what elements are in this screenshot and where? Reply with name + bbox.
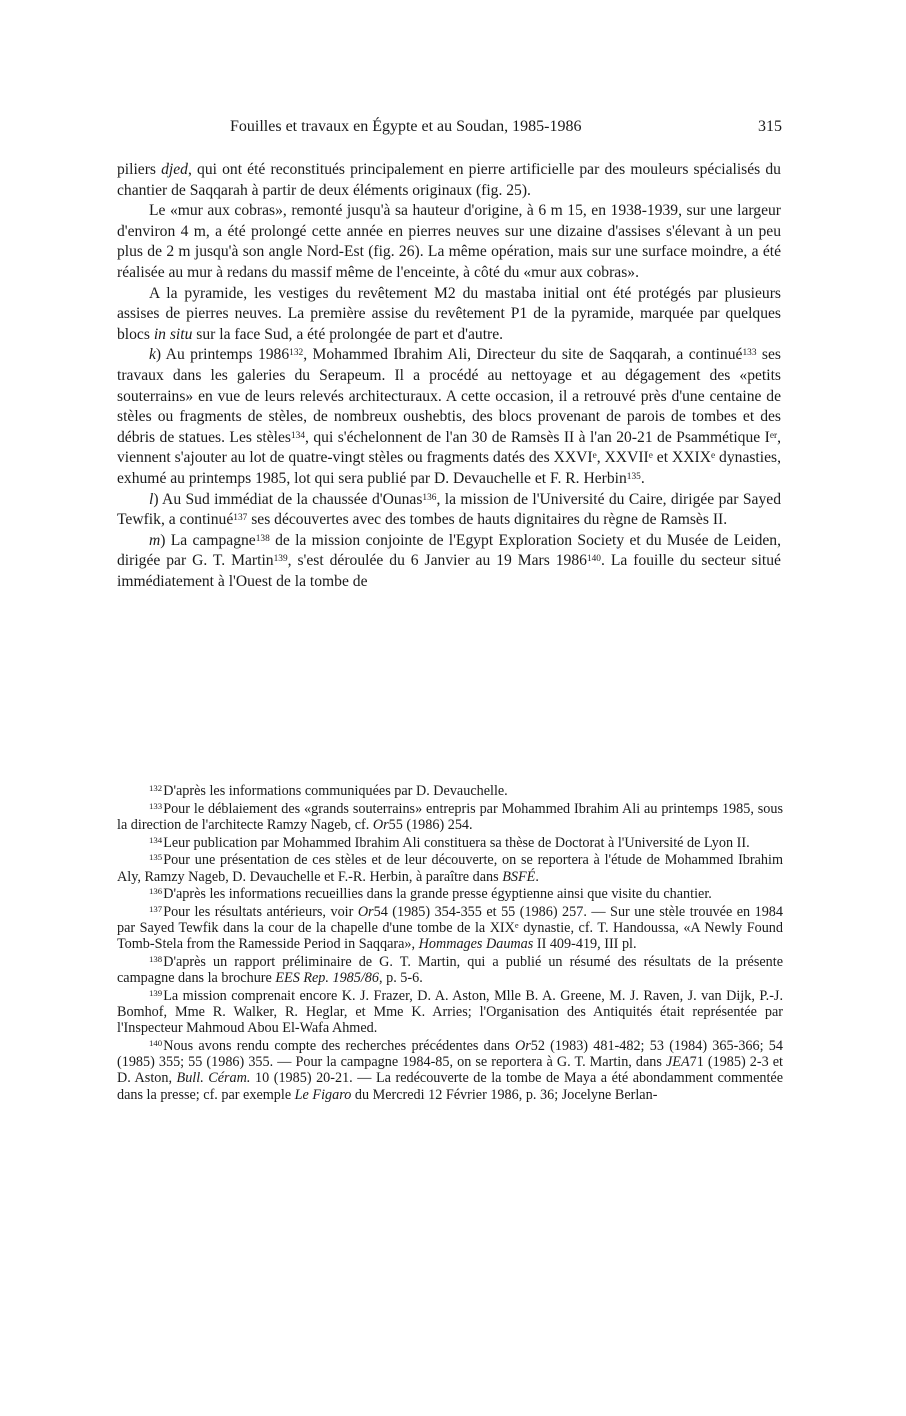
- paragraph-pyramide: A la pyramide, les vestiges du revêtement M2 du mastaba initial ont été protégés par plusieurs assises de pierres neuves. La première assise du revêtement P1 de la pyramide, marquée par quelques blocs in situ sur la face Sud, a été prolongée de part et d'autre.: [117, 284, 781, 343]
- footnote-139: $^{139}$La mission comprenait encore K. J. Frazer, D. A. Aston, Mlle B. A. Greene, M. J. Raven, J. van Dijk, P.-J. Bomhof, Mme R. Walker, R. Heglar, et Mme K. Arries; l'Organisation des Antiquités était représentée par l'Inspecteur Mahmoud Abou El-Wafa Ahmed.: [117, 987, 783, 1037]
- paragraph-djed: piliers djed, qui ont été reconstitués principalement en pierre artificielle par des mouleurs spécialisés du chantier de Saqqarah à partir de deux éléments originaux (fig. 25).: [117, 161, 781, 199]
- footnote-number: 135: [149, 852, 163, 863]
- footnote-number: 134: [149, 834, 163, 845]
- footnote-number: 132: [149, 783, 163, 794]
- footnote-number: 139: [149, 987, 163, 998]
- footnote-number: 133: [149, 800, 163, 811]
- footnote-140: $^{140}$Nous avons rendu compte des recherches précédentes dans Or52 (1983) 481-482; 53 (1984) 365-366; 54 (1985) 355; 55 (1986) 355. — Pour la campagne 1984-85, on se reportera à G. T. Martin, dans JEA71 (1985) 2-3 et D. Aston, Bull. Céram. 10 (1985) 20-21. — La redécouverte de la tombe de Maya a été abondamment commentée dans la presse; cf. par exemple Le Figaro du Mercredi 12 Février 1986, p. 36; Jocelyne Berlan-: [117, 1038, 784, 1103]
- footnote-134: $^{134}$Leur publication par Mohammed Ibrahim Ali constituera sa thèse de Doctorat à l'Université de Lyon II.: [149, 834, 750, 851]
- paragraph-m-campagne: m) La campagne$^{138}$ de la mission conjointe de l'Egypt Exploration Society et du Musée de Leiden, dirigée par G. T. Martin$^{139}$, s'est déroulée du 6 Janvier au 19 Mars 1986$^{140}$. La fouille du secteur situé immédiatement à l'Ouest de la tombe de: [117, 531, 781, 590]
- footnote-ref[interactable]: 139: [273, 554, 288, 565]
- footnote-number: 137: [149, 903, 163, 914]
- main-text: [117, 160, 781, 592]
- paragraph-l-ounas: l) Au Sud immédiat de la chaussée d'Ounas$^{136}$, la mission de l'Université du Caire, dirigée par Sayed Tewfik, a continué$^{137}$ ses découvertes avec des tombes de hauts dignitaires du règne de Ramsès II.: [117, 490, 781, 529]
- item-letter: m: [149, 531, 161, 549]
- page-number: 315: [758, 118, 782, 135]
- footnote-138: $^{138}$D'après un rapport préliminaire de G. T. Martin, qui a publié un résumé des résultats de la présente campagne dans la brochure EES Rep. 1985/86, p. 5-6.: [117, 954, 783, 987]
- paragraph-mur-aux-cobras: Le «mur aux cobras», remonté jusqu'à sa hauteur d'origine, à 6 m 15, en 1938-1939, sur une largeur d'environ 4 m, a été prolongé cette année en pierres neuves sur une dizaine d'assises s'élevant à un peu plus de 2 m jusqu'à son angle Nord-Est (fig. 26). La même opération, mais sur une surface moindre, a été réalisée au mur à redans du massif même de l'enceinte, à côté du «mur aux cobras».: [117, 202, 781, 281]
- item-letter: l: [149, 490, 154, 508]
- footnote-ref[interactable]: 132: [289, 348, 304, 359]
- footnote-ref[interactable]: 138: [255, 533, 270, 544]
- footnote-135: $^{135}$Pour une présentation de ces stèles et de leur découverte, on se reportera à l'étude de Mohammed Ibrahim Aly, Ramzy Nageb, D. Devauchelle et F.-R. Herbin, à paraître dans BSFÉ.: [117, 852, 783, 885]
- footnotes: [117, 783, 783, 1104]
- footnote-number: 136: [149, 886, 163, 897]
- paragraph-k-serapeum: k) Au printemps 1986$^{132}$, Mohammed Ibrahim Ali, Directeur du site de Saqqarah, a continué$^{133}$ ses travaux dans les galeries du Serapeum. Il a procédé au nettoyage et au dégagement des «petits souterrains» en vue de leurs relevés architecturaux. A cette occasion, il a retrouvé près d'une centaine de stèles ou fragments de stèles, de nombreux oushebtis, des blocs provenant de parois de tombes et des débris de statues. Les stèles$^{134}$, qui s'échelonnent de l'an 30 de Ramsès II à l'an 20-21 de Psammétique Ier, viennent s'ajouter au lot de quatre-vingt stèles ou fragments datés des XXVIe, XXVIIe et XXIXe dynasties, exhumé au printemps 1985, lot qui sera publié par D. Devauchelle et F. R. Herbin$^{135}$.: [117, 346, 781, 487]
- running-title: Fouilles et travaux en Égypte et au Soudan, 1985-1986: [230, 118, 582, 135]
- item-letter: k: [149, 346, 156, 364]
- footnote-ref[interactable]: 134: [291, 430, 306, 441]
- footnote-number: 140: [149, 1038, 163, 1049]
- footnote-136: $^{136}$D'après les informations recueillies dans la grande presse égyptienne ainsi que visite du chantier.: [149, 886, 712, 903]
- footnote-number: 138: [149, 954, 163, 965]
- footnote-ref[interactable]: 140: [586, 554, 601, 565]
- footnote-133: $^{133}$Pour le déblaiement des «grands souterrains» entrepris par Mohammed Ibrahim Ali au printemps 1985, sous la direction de l'architecte Ramzy Nageb, cf. Or55 (1986) 254.: [117, 800, 783, 833]
- footnote-132: $^{132}$D'après les informations communiquées par D. Devauchelle.: [149, 783, 508, 799]
- footnote-ref[interactable]: 135: [626, 471, 641, 482]
- footnote-ref[interactable]: 133: [742, 348, 757, 359]
- footnote-ref[interactable]: 137: [233, 512, 248, 523]
- footnote-137: $^{137}$Pour les résultats antérieurs, voir Or54 (1985) 354-355 et 55 (1986) 257. — Sur une stèle trouvée en 1984 par Sayed Tewfik dans la cour de la chapelle d'une tombe de la XIXe dynastie, cf. T. Handoussa, «A Newly Found Tomb-Stela from the Ramesside Period in Saqqara», Hommages Daumas II 409-419, III pl.: [117, 903, 783, 953]
- footnote-ref[interactable]: 136: [422, 492, 437, 503]
